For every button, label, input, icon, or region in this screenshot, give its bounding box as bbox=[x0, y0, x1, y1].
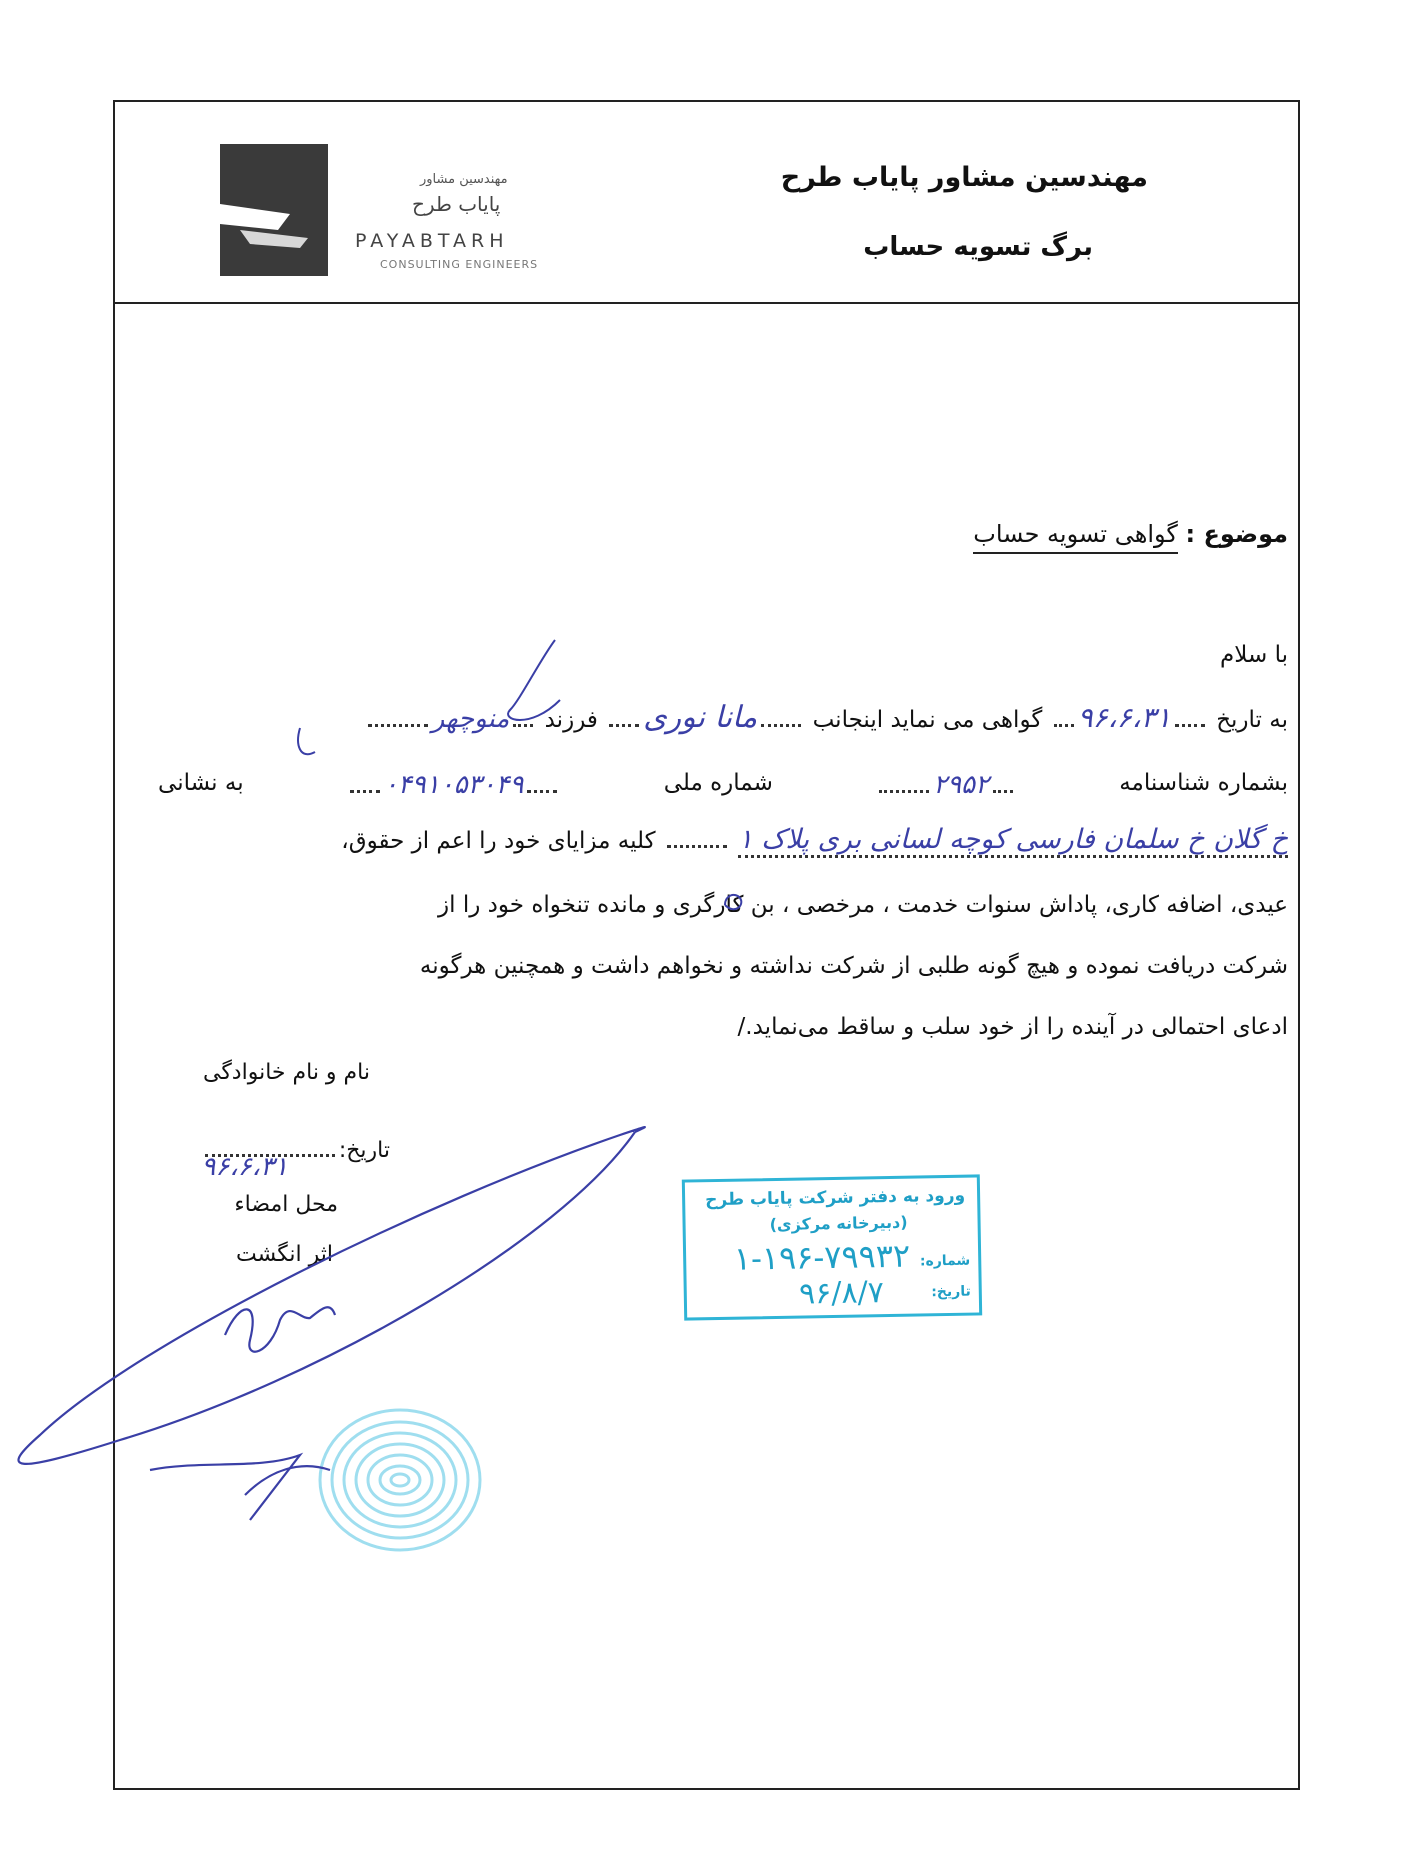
body-line-3 bbox=[158, 824, 1288, 855]
body-line-6: ادعای احتمالی در آینده را از خود سلب و ساقط می‌نماید./ bbox=[737, 1014, 1288, 1040]
stamp-date-value: ۹۶/۸/۷ bbox=[798, 1275, 885, 1312]
subject-label: موضوع : bbox=[1185, 520, 1288, 548]
handwritten-date: ۹۶،۶،۳۱ bbox=[1077, 701, 1171, 734]
body-line-5: شرکت دریافت نموده و هیچ گونه طلبی از شرکت نداشته و نخواهم داشت و همچنین هرگونه bbox=[419, 953, 1288, 979]
sign-place-label: محل امضاء bbox=[234, 1192, 338, 1217]
header-divider bbox=[115, 302, 1298, 304]
handwritten-national-id: ۰۴۹۱۰۵۳۰۴۹ bbox=[383, 770, 524, 800]
greeting: با سلام bbox=[1220, 642, 1288, 668]
logo-persian-name: پایاب طرح bbox=[412, 192, 501, 216]
company-logo bbox=[220, 144, 580, 284]
body-line-1 bbox=[158, 700, 1288, 735]
logo-mark-icon bbox=[220, 144, 328, 276]
stamp-number-label: شماره: bbox=[919, 1252, 971, 1270]
handwritten-name: مانا نوری bbox=[643, 700, 758, 735]
signature-date-label: تاریخ: bbox=[338, 1138, 390, 1163]
document-frame bbox=[113, 100, 1300, 1790]
text-certify: گواهی می نماید اینجانب bbox=[812, 707, 1043, 733]
handwritten-father-name: منوچهر bbox=[431, 704, 510, 734]
subject-line bbox=[973, 520, 1288, 548]
fingerprint-label: اثر انگشت bbox=[236, 1242, 333, 1267]
logo-english-name: PAYABTARH bbox=[355, 230, 509, 252]
body-line-2 bbox=[158, 770, 1288, 800]
name-label: نام و نام خانوادگی bbox=[202, 1060, 370, 1085]
stamp-date-label: تاریخ: bbox=[931, 1283, 971, 1301]
form-title: برگ تسویه حساب bbox=[863, 232, 1093, 262]
logo-persian-subtitle: مهندسین مشاور bbox=[420, 172, 508, 187]
text-id-number-label: بشماره شناسنامه bbox=[1119, 770, 1288, 796]
received-stamp bbox=[682, 1174, 982, 1320]
company-name: مهندسین مشاور پایاب طرح bbox=[780, 162, 1148, 193]
stamp-number-value: ۱-۱۹۶-۷۹۹۳۲ bbox=[733, 1236, 911, 1278]
body-line-4: عیدی، اضافه کاری، پاداش سنوات خدمت ، مرخصی ، بن کارگری و مانده تنخواه خود را از bbox=[438, 892, 1288, 918]
logo-english-subtitle: CONSULTING ENGINEERS bbox=[380, 258, 539, 271]
text-address-label: به نشانی bbox=[158, 770, 244, 796]
text-date-intro: به تاریخ bbox=[1216, 707, 1288, 733]
handwritten-id-number: ۲۹۵۲ bbox=[933, 770, 989, 800]
handwritten-address: خ گلان خ سلمان فارسی کوچه لسانی بری پلاک ۱ bbox=[738, 824, 1288, 858]
handwritten-signature-date: ۹۶،۶،۳۱ bbox=[201, 1152, 288, 1182]
text-child-of: فرزند bbox=[544, 707, 598, 733]
text-national-id-label: شماره ملی bbox=[663, 770, 773, 796]
stamp-title: ورود به دفتر شرکت پایاب طرح bbox=[705, 1185, 966, 1211]
stamp-subtitle: (دبیرخانه مرکزی) bbox=[769, 1212, 908, 1235]
subject-value: گواهی تسویه حساب bbox=[973, 520, 1178, 554]
text-benefits: کلیه مزایای خود را اعم از حقوق، bbox=[341, 828, 656, 854]
